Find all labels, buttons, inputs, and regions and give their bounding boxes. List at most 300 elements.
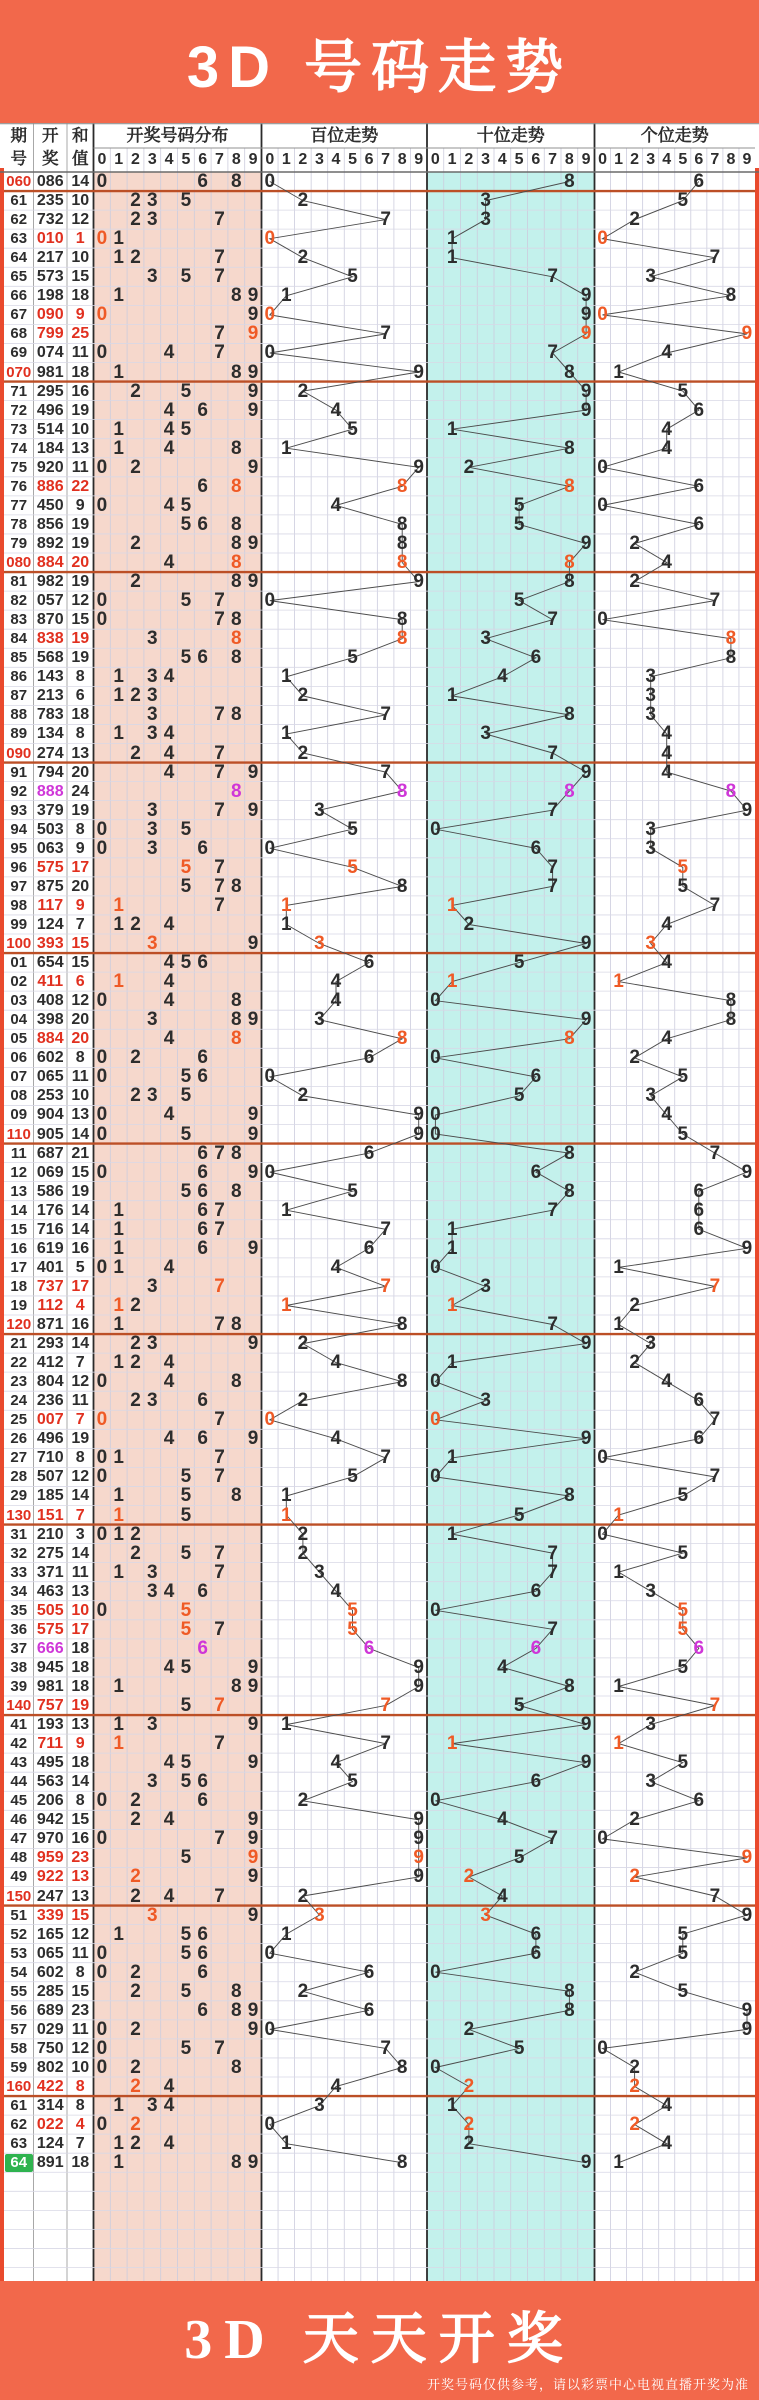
- hundreds-digit: 7: [380, 704, 391, 726]
- distribution-digit: 5: [180, 2037, 192, 2059]
- distribution-digit: 0: [96, 1256, 108, 1278]
- distribution-digit: 1: [113, 228, 124, 250]
- distribution-digit: 0: [96, 2037, 108, 2059]
- tens-digit: 2: [463, 2133, 475, 2155]
- draw-cell: 185: [36, 1487, 64, 1505]
- hundreds-digit: 4: [330, 1256, 342, 1278]
- distribution-digit: 4: [163, 1104, 175, 1126]
- hundreds-digit: 1: [281, 2133, 292, 2155]
- distribution-digit: 2: [130, 685, 141, 707]
- units-digit: 3: [645, 1580, 656, 1602]
- tens-digit: 8: [564, 1675, 575, 1697]
- tens-digit: 6: [530, 1942, 542, 1964]
- draw-cell: 412: [36, 1354, 64, 1372]
- draw-cell: 710: [36, 1449, 64, 1467]
- draw-cell: 393: [36, 935, 64, 952]
- issue-cell: 32: [10, 1544, 28, 1562]
- tens-digit: 9: [580, 1752, 592, 1774]
- distribution-digit: 1: [113, 361, 124, 383]
- distribution-digit: 2: [130, 1542, 141, 1564]
- sum-cell: 15: [71, 935, 90, 952]
- sum-cell: 18: [71, 1754, 90, 1772]
- units-digit: 6: [693, 1218, 705, 1240]
- units-digit: 3: [645, 1771, 656, 1793]
- draw-cell: 871: [36, 1316, 64, 1333]
- distribution-digit: 3: [147, 1714, 158, 1736]
- tens-digit: 0: [430, 818, 441, 840]
- digit-scale-hundreds-3: 3: [314, 151, 324, 168]
- units-digit: 4: [661, 742, 672, 764]
- distribution-digit: 4: [163, 990, 175, 1012]
- draw-cell: 463: [36, 1582, 64, 1600]
- distribution-digit: 7: [214, 799, 225, 821]
- section-header-distribution: 开奖号码分布: [126, 126, 229, 145]
- digit-scale-tens-6: 6: [531, 151, 541, 168]
- distribution-digit: 5: [180, 1542, 192, 1564]
- draw-cell: 514: [36, 420, 64, 438]
- sum-cell: 17: [71, 1277, 90, 1295]
- distribution-digit: 2: [130, 1352, 141, 1374]
- digit-scale-tens-1: 1: [447, 151, 457, 168]
- distribution-digit: 2: [130, 247, 141, 269]
- hundreds-digit: 5: [347, 1180, 358, 1202]
- distribution-digit: 5: [180, 190, 192, 212]
- distribution-digit: 6: [197, 952, 208, 974]
- units-digit: 3: [645, 818, 656, 840]
- sum-cell: 24: [71, 782, 90, 800]
- draw-cell: 007: [36, 1411, 64, 1429]
- hundreds-digit: 3: [314, 933, 325, 954]
- distribution-digit: 1: [113, 1523, 124, 1545]
- distribution-digit: 2: [130, 532, 141, 554]
- distribution-digit: 1: [113, 685, 124, 707]
- distribution-digit: 5: [180, 266, 192, 288]
- draw-cell: 619: [36, 1239, 64, 1257]
- draw-cell: 217: [36, 249, 64, 267]
- issue-cell: 21: [10, 1335, 28, 1353]
- distribution-digit: 1: [113, 1561, 124, 1583]
- sum-cell: 13: [71, 744, 90, 762]
- units-digit: 9: [741, 1999, 753, 2021]
- hundreds-digit: 1: [281, 1199, 292, 1221]
- units-digit: 6: [693, 475, 705, 497]
- draw-cell: 654: [36, 954, 64, 972]
- distribution-digit: 1: [113, 913, 124, 935]
- distribution-digit: 6: [197, 513, 208, 535]
- digit-scale-distribution-4: 4: [164, 151, 174, 168]
- draw-cell: 117: [37, 896, 64, 914]
- issue-cell: 26: [10, 1430, 28, 1448]
- sum-cell: 19: [71, 573, 90, 591]
- sum-cell: 8: [75, 820, 85, 838]
- sum-cell: 20: [71, 1011, 90, 1029]
- hundreds-digit: 9: [413, 1123, 424, 1145]
- tens-digit: 1: [446, 228, 458, 250]
- units-digit: 2: [629, 1961, 640, 1983]
- draw-cell: 086: [36, 173, 64, 190]
- draw-cell: 065: [36, 1944, 64, 1962]
- tens-digit: 9: [580, 399, 592, 421]
- distribution-digit: 8: [231, 1142, 242, 1164]
- distribution-digit: 4: [163, 1428, 175, 1450]
- distribution-digit: 2: [130, 190, 141, 212]
- distribution-digit: 1: [113, 285, 124, 307]
- tens-digit: 0: [430, 1123, 441, 1145]
- sum-cell: 10: [71, 1087, 90, 1105]
- units-digit: 2: [629, 2056, 640, 2078]
- issue-cell: 83: [10, 611, 28, 629]
- draw-cell: 124: [36, 915, 64, 933]
- draw-cell: 379: [36, 801, 64, 819]
- sum-cell: 20: [71, 554, 90, 571]
- hundreds-digit: 2: [297, 1523, 309, 1545]
- sum-cell: 20: [71, 763, 90, 781]
- units-digit: 0: [597, 609, 608, 631]
- distribution-digit: 6: [197, 1199, 208, 1221]
- units-digit: 3: [645, 1333, 656, 1355]
- distribution-digit: 9: [247, 1866, 259, 1888]
- draw-cell: 737: [36, 1277, 64, 1295]
- sum-cell: 8: [75, 2097, 85, 2115]
- draw-cell: 905: [36, 1125, 64, 1143]
- distribution-digit: 0: [96, 456, 108, 478]
- units-digit: 4: [661, 761, 672, 783]
- sum-cell: 15: [71, 954, 90, 972]
- sum-cell: 5: [75, 1258, 85, 1276]
- tens-digit: 8: [564, 780, 575, 802]
- hundreds-digit: 4: [330, 971, 342, 993]
- hundreds-digit: 1: [281, 913, 292, 935]
- distribution-digit: 7: [214, 609, 225, 631]
- sum-cell: 7: [75, 1354, 85, 1372]
- tens-digit: 8: [564, 1028, 575, 1050]
- distribution-digit: 9: [247, 1999, 259, 2021]
- draw-cell: 496: [36, 1430, 64, 1448]
- hundreds-digit: 7: [380, 2037, 391, 2059]
- sum-cell: 11: [71, 344, 89, 362]
- units-digit: 9: [741, 799, 753, 821]
- draw-cell: 198: [36, 287, 64, 305]
- tens-digit: 2: [463, 2114, 475, 2136]
- distribution-digit: 8: [231, 1675, 242, 1697]
- tens-digit: 7: [547, 1314, 558, 1335]
- col-header-issue-label: 期号: [10, 126, 27, 168]
- draw-cell: 112: [37, 1296, 64, 1314]
- draw-cell: 959: [36, 1849, 64, 1867]
- distribution-digit: 5: [180, 1980, 192, 2002]
- hundreds-digit: 1: [281, 1485, 292, 1507]
- units-digit: 8: [725, 647, 737, 669]
- sum-cell: 22: [71, 477, 90, 495]
- distribution-digit: 5: [180, 380, 192, 402]
- units-digit: 1: [613, 1733, 624, 1755]
- distribution-digit: 8: [231, 285, 242, 307]
- tens-digit: 4: [497, 1885, 508, 1907]
- issue-cell: 46: [10, 1811, 28, 1829]
- distribution-digit: 1: [113, 723, 124, 745]
- issue-cell: 67: [10, 306, 28, 324]
- tens-digit: 7: [547, 1828, 558, 1850]
- distribution-digit: 1: [113, 2095, 124, 2117]
- issue-cell: 49: [10, 1868, 28, 1886]
- units-digit: 5: [677, 1485, 689, 1507]
- units-digit: 7: [709, 1409, 721, 1431]
- tens-digit: 1: [446, 1218, 458, 1240]
- units-digit: 0: [597, 2037, 608, 2059]
- issue-cell: 84: [10, 630, 28, 648]
- hundreds-digit: 5: [347, 856, 358, 878]
- distribution-digit: 6: [197, 1390, 208, 1412]
- sum-cell: 18: [71, 2154, 90, 2172]
- draw-cell: 503: [36, 820, 64, 838]
- distribution-digit: 5: [180, 1466, 192, 1488]
- draw-cell: 750: [36, 2039, 64, 2057]
- draw-cell: 891: [36, 2154, 64, 2172]
- hundreds-digit: 7: [380, 1447, 391, 1469]
- units-digit: 1: [613, 971, 624, 993]
- units-digit: 5: [677, 1656, 689, 1678]
- units-digit: 5: [677, 1618, 689, 1640]
- issue-cell: 89: [10, 725, 28, 743]
- issue-cell: 31: [10, 1525, 28, 1543]
- tens-digit: 9: [580, 285, 592, 307]
- units-digit: 2: [629, 2076, 640, 2097]
- hundreds-digit: 7: [380, 1275, 391, 1297]
- hundreds-digit: 4: [330, 1752, 342, 1774]
- distribution-digit: 4: [163, 1028, 175, 1050]
- draw-cell: 602: [36, 1049, 64, 1067]
- sum-cell: 18: [71, 287, 90, 305]
- draw-cell: 063: [36, 839, 64, 857]
- hundreds-digit: 2: [297, 1085, 309, 1107]
- issue-cell: 120: [6, 1316, 32, 1333]
- distribution-digit: 5: [180, 418, 192, 440]
- tens-digit: 8: [564, 1485, 575, 1507]
- distribution-digit: 4: [163, 1809, 175, 1831]
- distribution-digit: 8: [231, 1314, 242, 1335]
- tens-digit: 7: [547, 742, 558, 764]
- sum-cell: 20: [71, 1030, 90, 1048]
- tens-digit: 9: [580, 933, 592, 954]
- issue-cell: 41: [10, 1716, 28, 1734]
- distribution-digit: 2: [130, 1961, 141, 1983]
- distribution-digit: 9: [247, 532, 259, 554]
- hundreds-digit: 5: [347, 1618, 358, 1640]
- draw-cell: 496: [36, 401, 64, 419]
- issue-cell: 74: [10, 439, 28, 457]
- distribution-digit: 0: [96, 342, 108, 364]
- distribution-digit: 0: [96, 1447, 108, 1469]
- distribution-digit: 8: [231, 437, 242, 459]
- tens-digit: 3: [480, 628, 491, 650]
- units-digit: 3: [645, 704, 656, 726]
- distribution-digit: 9: [247, 304, 259, 326]
- digit-scale-hundreds-9: 9: [414, 151, 424, 168]
- distribution-digit: 3: [147, 1771, 158, 1793]
- distribution-digit: 7: [214, 1885, 225, 1907]
- draw-cell: 422: [36, 2078, 64, 2095]
- sum-cell: 8: [75, 1792, 85, 1810]
- tens-digit: 6: [530, 1923, 542, 1945]
- issue-cell: 35: [10, 1601, 28, 1619]
- issue-cell: 62: [10, 2116, 28, 2134]
- distribution-digit: 6: [197, 1066, 208, 1088]
- sum-cell: 4: [75, 1296, 85, 1314]
- distribution-digit: 6: [197, 1637, 208, 1659]
- distribution-digit: 9: [247, 933, 259, 954]
- col-header-draw-label: 开奖: [42, 126, 59, 168]
- units-digit: 6: [693, 171, 705, 192]
- sum-cell: 9: [75, 839, 85, 857]
- distribution-digit: 3: [147, 666, 158, 688]
- distribution-digit: 4: [163, 342, 175, 364]
- distribution-digit: 3: [147, 1275, 158, 1297]
- distribution-digit: 0: [96, 171, 108, 192]
- sum-cell: 7: [75, 1411, 85, 1429]
- hundreds-digit: 2: [297, 1790, 309, 1812]
- units-digit: 0: [597, 456, 608, 478]
- tens-digit: 8: [564, 171, 575, 192]
- distribution-digit: 6: [197, 399, 208, 421]
- distribution-digit: 8: [231, 2056, 242, 2078]
- draw-cell: 411: [37, 973, 64, 991]
- tens-digit: 0: [430, 1409, 441, 1431]
- sum-cell: 10: [71, 420, 90, 438]
- distribution-digit: 7: [214, 342, 225, 364]
- sum-cell: 15: [71, 1163, 90, 1181]
- units-digit: 3: [645, 933, 656, 954]
- draw-cell: 945: [36, 1658, 64, 1676]
- distribution-digit: 9: [247, 1752, 259, 1774]
- hundreds-digit: 4: [330, 399, 342, 421]
- distribution-digit: 9: [247, 2018, 259, 2040]
- units-digit: 9: [741, 1847, 753, 1869]
- distribution-digit: 8: [231, 780, 242, 802]
- tens-digit: 2: [463, 2076, 475, 2097]
- issue-cell: 13: [10, 1182, 28, 1200]
- tens-digit: 5: [513, 1847, 525, 1869]
- units-digit: 4: [661, 1371, 672, 1393]
- distribution-digit: 5: [180, 952, 192, 974]
- distribution-digit: 0: [96, 2114, 108, 2136]
- hundreds-digit: 6: [363, 1961, 375, 1983]
- tens-digit: 5: [513, 2037, 525, 2059]
- distribution-digit: 8: [231, 1009, 242, 1031]
- issue-cell: 85: [10, 649, 28, 667]
- tens-digit: 8: [564, 1142, 575, 1164]
- sum-cell: 16: [71, 382, 90, 400]
- distribution-digit: 8: [231, 2152, 242, 2174]
- distribution-digit: 2: [130, 209, 141, 231]
- tens-digit: 3: [480, 1275, 491, 1297]
- distribution-digit: 5: [180, 856, 192, 878]
- distribution-digit: 1: [113, 1504, 124, 1526]
- sum-cell: 3: [75, 1525, 85, 1543]
- distribution-digit: 7: [214, 761, 225, 783]
- units-digit: 1: [613, 361, 624, 383]
- distribution-digit: 7: [214, 1314, 225, 1335]
- tens-digit: 1: [446, 2095, 458, 2117]
- sum-cell: 14: [71, 1487, 90, 1505]
- units-digit: 1: [613, 1314, 624, 1335]
- units-digit: 2: [629, 209, 640, 231]
- distribution-digit: 0: [96, 609, 108, 631]
- draw-cell: 134: [36, 725, 64, 743]
- digit-scale-units-9: 9: [742, 151, 752, 168]
- hundreds-digit: 2: [297, 190, 309, 212]
- tens-digit: 0: [430, 1047, 441, 1069]
- units-digit: 5: [677, 1923, 689, 1945]
- digit-scale-tens-4: 4: [497, 151, 507, 168]
- issue-cell: 61: [10, 2097, 28, 2115]
- sum-cell: 19: [71, 649, 90, 667]
- digit-scale-hundreds-7: 7: [381, 151, 391, 168]
- digit-scale-tens-3: 3: [481, 151, 491, 168]
- issue-cell: 65: [10, 268, 28, 286]
- distribution-digit: 7: [214, 1199, 225, 1221]
- draw-cell: 143: [36, 668, 64, 686]
- digit-scale-hundreds-4: 4: [331, 151, 341, 168]
- hundreds-digit: 8: [396, 475, 408, 497]
- issue-cell: 81: [10, 573, 28, 591]
- units-digit: 5: [677, 190, 689, 212]
- hundreds-digit: 0: [264, 2114, 276, 2136]
- issue-cell: 24: [10, 1392, 28, 1410]
- distribution-digit: 9: [247, 799, 259, 821]
- distribution-digit: 6: [197, 171, 208, 192]
- hundreds-digit: 0: [264, 1409, 276, 1431]
- hundreds-digit: 8: [396, 1028, 408, 1050]
- draw-cell: 563: [36, 1773, 64, 1791]
- units-digit: 4: [661, 342, 672, 364]
- distribution-digit: 7: [214, 266, 225, 288]
- issue-cell: 47: [10, 1830, 28, 1848]
- sum-cell: 8: [75, 725, 85, 743]
- issue-cell: 61: [10, 192, 28, 210]
- tens-digit: 7: [547, 1618, 558, 1640]
- sum-cell: 10: [71, 249, 90, 267]
- sum-cell: 8: [75, 1049, 85, 1067]
- issue-cell: 75: [10, 458, 28, 476]
- draw-cell: 295: [36, 382, 64, 400]
- units-digit: 7: [709, 1885, 721, 1907]
- sum-cell: 19: [71, 1182, 90, 1200]
- distribution-digit: 9: [247, 2152, 259, 2174]
- issue-cell: 25: [10, 1411, 28, 1429]
- distribution-digit: 0: [96, 1066, 108, 1088]
- units-digit: 4: [661, 952, 672, 974]
- distribution-digit: 8: [231, 532, 242, 554]
- hundreds-digit: 1: [281, 1504, 292, 1526]
- issue-cell: 57: [10, 2020, 28, 2038]
- draw-cell: 505: [36, 1601, 64, 1619]
- draw-cell: 210: [36, 1525, 64, 1543]
- issue-cell: 29: [10, 1487, 28, 1505]
- units-digit: 4: [661, 913, 672, 935]
- digit-scale-distribution-9: 9: [248, 151, 258, 168]
- units-digit: 4: [661, 2095, 672, 2117]
- issue-cell: 95: [10, 839, 28, 857]
- distribution-digit: 7: [214, 875, 225, 897]
- distribution-digit: 1: [113, 1294, 124, 1316]
- hundreds-digit: 9: [413, 1104, 424, 1126]
- tens-digit: 0: [430, 1104, 441, 1126]
- tens-digit: 7: [547, 856, 558, 878]
- sum-cell: 13: [71, 1887, 90, 1905]
- distribution-digit: 5: [180, 1695, 192, 1716]
- distribution-digit: 4: [163, 2076, 175, 2097]
- sum-cell: 8: [75, 2078, 85, 2095]
